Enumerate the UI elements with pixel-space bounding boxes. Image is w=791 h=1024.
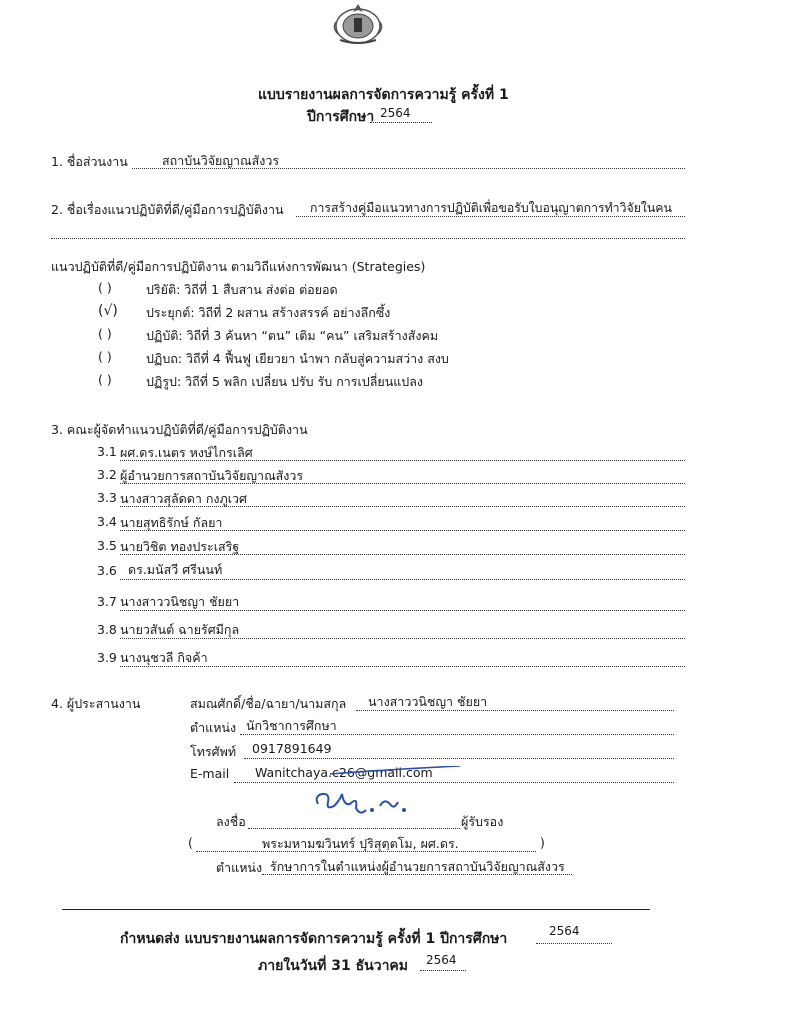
section2-dotted-line	[296, 216, 685, 217]
strategy-checkbox[interactable]: ( )	[98, 349, 112, 364]
section2-value: การสร้างคู่มือแนวทางการปฏิบัติเพื่อขอรับใบอนุญาตการทำวิจัยในคน	[310, 201, 672, 215]
strategy-checkbox[interactable]: ( )	[98, 326, 112, 341]
member-dotted-line	[120, 610, 685, 611]
signer-position-label: ตำแหน่ง	[216, 860, 263, 875]
member-dotted-line	[120, 483, 685, 484]
coordinator-phone-value: 0917891649	[252, 741, 332, 756]
section1-dotted-line	[132, 168, 685, 169]
signer-position-dotted-line	[262, 874, 572, 875]
strategy-checkbox[interactable]: ( )	[98, 372, 112, 387]
university-seal	[330, 2, 386, 46]
member-name: นางสาววนิชญา ชัยยา	[120, 594, 240, 609]
deadline-year-dotted-line	[536, 943, 612, 944]
report-title: แบบรายงานผลการจัดการความรู้ ครั้งที่ 1	[258, 87, 509, 103]
signer-position-value: รักษาการในตำแหน่งผู้อำนวยการสถาบันวิจัยญาณสังวร	[270, 859, 565, 874]
member-number: 3.1	[97, 444, 117, 459]
member-dotted-line	[120, 666, 685, 667]
member-name: นายวสันต์ ฉายรัศมีกุล	[120, 622, 240, 637]
handwritten-signature	[300, 766, 470, 822]
footer-divider	[62, 909, 650, 910]
within-date-text: ภายในวันที่ 31 ธันวาคม	[258, 958, 409, 974]
coordinator-phone-label: โทรศัพท์	[190, 744, 237, 759]
member-name: นายวิชิต ทองประเสริฐ	[120, 539, 240, 554]
member-name: นางสาวสุลัดดา กงภูเวศ	[120, 491, 247, 506]
section1-label: 1. ชื่อส่วนงาน	[51, 154, 128, 169]
section4-label: 4. ผู้ประสานงาน	[51, 696, 141, 711]
member-number: 3.4	[97, 514, 117, 529]
strategy-label: ปฏิรูป: วิถีที่ 5 พลิก เปลี่ยน ปรับ รับ การเปลี่ยนแปลง	[146, 374, 424, 389]
member-number: 3.7	[97, 594, 117, 609]
coordinator-name-value: นางสาววนิชญา ชัยยา	[368, 694, 488, 709]
strategy-checkbox-checked[interactable]: (√)	[98, 303, 118, 319]
coordinator-email-label: E-mail	[190, 766, 230, 781]
coordinator-position-dotted-line	[240, 734, 674, 735]
member-name: ผศ.ดร.เนตร หงษ์ไกรเลิศ	[120, 445, 253, 460]
signer-name: พระมหามฆวินทร์ ปุริสุตฺตโม, ผศ.ดร.	[262, 836, 459, 851]
section2-dotted-line-2	[51, 238, 685, 239]
strategies-heading: แนวปฏิบัติที่ดี/คู่มือการปฏิบัติงาน ตามวิถีแห่งการพัฒนา (Strategies)	[51, 259, 426, 274]
member-number: 3.3	[97, 490, 117, 505]
coordinator-name-dotted-line	[356, 710, 674, 711]
signer-open-paren: (	[188, 835, 193, 850]
strategy-label: ปฏิบถ: วิถีที่ 4 ฟื้นฟู เยียวยา นำพา กลับสู่ความสว่าง สงบ	[146, 351, 449, 366]
member-dotted-line	[120, 530, 685, 531]
member-dotted-line	[120, 506, 685, 507]
section3-label: 3. คณะผู้จัดทำแนวปฏิบัติที่ดี/คู่มือการปฏิบัติงาน	[51, 422, 308, 437]
sign-dotted-line	[248, 828, 460, 829]
section2-label: 2. ชื่อเรื่องแนวปฏิบัติที่ดี/คู่มือการปฏิบัติงาน	[51, 202, 284, 217]
member-number: 3.9	[97, 650, 117, 665]
strategy-label: ปริยัติ: วิถีที่ 1 สืบสาน ส่งต่อ ต่อยอด	[146, 282, 338, 297]
member-number: 3.5	[97, 538, 117, 553]
member-number: 3.2	[97, 467, 117, 482]
year-dotted-line	[370, 122, 432, 123]
academic-year-label: ปีการศึกษา	[307, 109, 375, 125]
signer-name-dotted-line	[196, 851, 536, 852]
coordinator-phone-dotted-line	[244, 758, 674, 759]
coordinator-position-label: ตำแหน่ง	[190, 720, 237, 735]
member-dotted-line	[120, 460, 685, 461]
member-name: นายสุทธิรักษ์ กัลยา	[120, 515, 223, 530]
member-number: 3.8	[97, 622, 117, 637]
member-name: ดร.มนัสวี ศรีนนท์	[128, 562, 223, 577]
member-dotted-line	[120, 579, 685, 580]
deadline-year: 2564	[549, 924, 580, 938]
signer-close-paren: )	[540, 835, 545, 850]
strategy-checkbox[interactable]: ( )	[98, 280, 112, 295]
member-number: 3.6	[97, 563, 117, 578]
strategy-label: ประยุกต์: วิถีที่ 2 ผสาน สร้างสรรค์ อย่างลึกซึ้ง	[146, 305, 391, 320]
member-dotted-line	[120, 554, 685, 555]
strategy-label: ปฏิบัติ: วิถีที่ 3 ค้นหา “ตน” เติม “คน” เสริมสร้างสังคม	[146, 328, 439, 343]
deadline-text: กำหนดส่ง แบบรายงานผลการจัดการความรู้ ครั้งที่ 1 ปีการศึกษา	[120, 931, 508, 947]
coordinator-position-value: นักวิชาการศึกษา	[246, 718, 337, 733]
sign-label: ลงชื่อ	[216, 814, 246, 829]
within-year-dotted-line	[420, 970, 466, 971]
member-dotted-line	[120, 638, 685, 639]
member-name: นางนุชวลี กิจค้า	[120, 650, 208, 665]
within-year: 2564	[426, 953, 457, 967]
section1-value: สถาบันวิจัยญาณสังวร	[162, 153, 280, 168]
coordinator-name-label: สมณศักดิ์/ชื่อ/ฉายา/นามสกุล	[190, 696, 347, 711]
academic-year-value: 2564	[380, 106, 411, 120]
member-name: ผู้อำนวยการสถาบันวิจัยญาณสังวร	[120, 468, 304, 483]
coordinator-email-value: Wanitchaya.c26@gmail.com	[255, 765, 433, 780]
certifier-label: ผู้รับรอง	[461, 814, 504, 829]
